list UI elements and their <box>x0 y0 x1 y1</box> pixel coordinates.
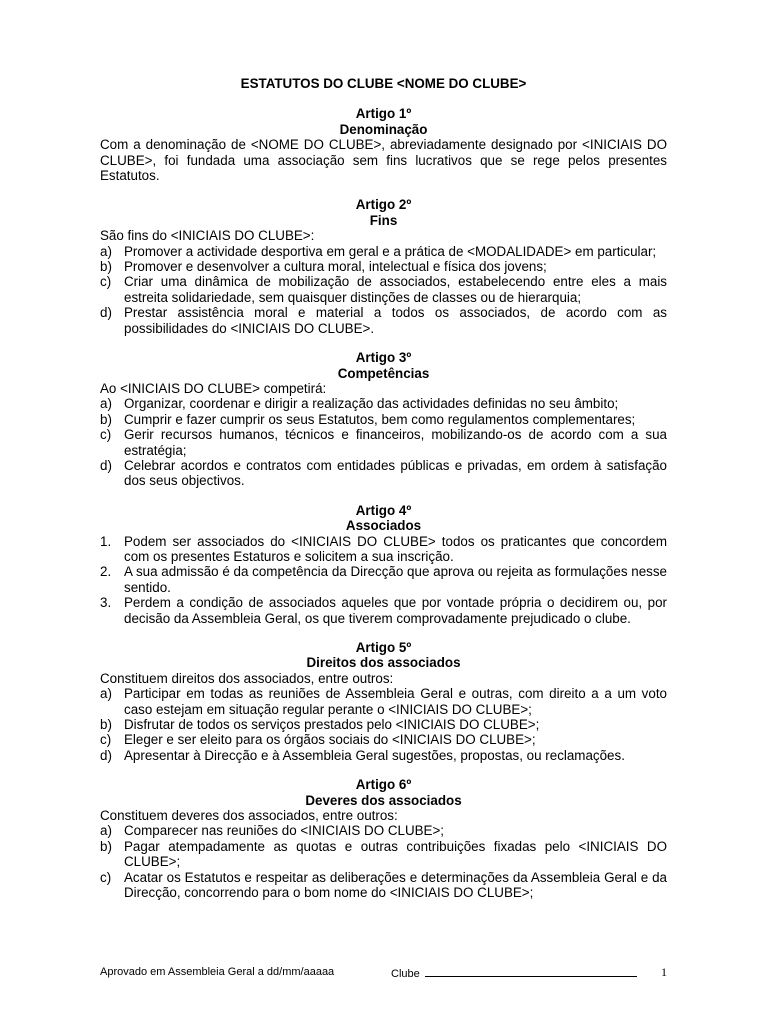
list-item-marker: c) <box>100 274 112 290</box>
article-section <box>100 503 667 626</box>
article-section <box>100 777 667 900</box>
article-number: Artigo 5º <box>355 640 412 655</box>
list-item <box>100 412 667 427</box>
list-item-text: Eleger e ser eleito para os órgãos sociais do <INICIAIS DO CLUBE>; <box>124 732 536 748</box>
list-item <box>100 274 667 305</box>
list-item-marker: b) <box>100 717 112 733</box>
list-item-text: Promover a actividade desportiva em geral e a prática de <MODALIDADE> em particular; <box>124 243 657 259</box>
club-signature <box>391 966 637 981</box>
list-item-marker: 3. <box>100 595 112 611</box>
article-section <box>100 640 667 763</box>
list-item-text: Pagar atempadamente as quotas e outras contribuições fixadas pelo <INICIAIS DO CLUBE>; <box>124 838 667 870</box>
article-heading: Competências <box>337 365 430 381</box>
article-heading: Direitos dos associados <box>306 655 461 671</box>
article-list <box>100 244 667 336</box>
list-item <box>100 595 667 626</box>
list-item <box>100 458 667 489</box>
list-item-text: Disfrutar de todos os serviços prestados pelo <INICIAIS DO CLUBE>; <box>124 717 540 733</box>
list-item-marker: b) <box>100 411 112 427</box>
list-item-marker: d) <box>100 457 112 473</box>
article-intro: Ao <INICIAIS DO CLUBE> competirá: <box>100 380 327 396</box>
list-item-marker: b) <box>100 259 112 275</box>
list-item <box>100 564 667 595</box>
club-signature-line <box>425 966 637 977</box>
list-item <box>100 717 667 732</box>
list-item <box>100 839 667 870</box>
list-item-marker: a) <box>100 823 112 839</box>
list-item-marker: b) <box>100 838 112 854</box>
list-item <box>100 244 667 259</box>
document-title: ESTATUTOS DO CLUBE <NOME DO CLUBE> <box>240 76 527 91</box>
list-item-text: Gerir recursos humanos, técnicos e financeiros, mobilizando-os de acordo com a sua estratégia; <box>124 427 667 458</box>
article-heading: Denominação <box>339 121 428 137</box>
article-intro: São fins do <INICIAIS DO CLUBE>: <box>100 228 315 244</box>
list-item-text: Perdem a condição de associados aqueles que por vontade própria o decidirem ou, por decisão da Assembleia Geral, os que tiverem comprovadamente prejudicado o clube. <box>124 595 667 626</box>
list-item-text: Cumprir e fazer cumprir os seus Estatutos, bem como regulamentos complementares; <box>124 411 636 427</box>
list-item <box>100 259 667 274</box>
document-body <box>100 76 667 915</box>
article-heading: Associados <box>345 518 422 534</box>
article-number: Artigo 2º <box>355 197 412 213</box>
article-list <box>100 686 667 763</box>
list-item-text: Acatar os Estatutos e respeitar as deliberações e determinações da Assembleia Geral e da Direcção, concorrendo para o bom nome do <INICIAIS DO CLUBE>; <box>124 869 667 901</box>
article-number: Artigo 1º <box>355 106 412 122</box>
approval-note: Aprovado em Assembleia Geral a dd/mm/aaaaa <box>100 966 335 978</box>
list-item-marker: c) <box>100 427 112 443</box>
list-item-text: Prestar assistência moral e material a todos os associados, de acordo com as possibilidades do <INICIAIS DO CLUBE>. <box>124 305 667 336</box>
list-item <box>100 427 667 458</box>
list-item-text: Criar uma dinâmica de mobilização de associados, estabelecendo entre eles a mais estreita solidariedade, sem quaisquer distinções de classes ou de hierarquia; <box>124 274 667 305</box>
list-item-marker: 1. <box>100 533 112 549</box>
list-item-text: Apresentar à Direcção e à Assembleia Geral sugestões, propostas, ou reclamações. <box>124 747 625 763</box>
list-item-marker: c) <box>100 732 112 748</box>
list-item-marker: d) <box>100 747 112 763</box>
club-label: Clube <box>391 968 420 980</box>
list-item <box>100 396 667 411</box>
article-list <box>100 396 667 488</box>
article-list <box>100 823 667 900</box>
list-item-text: Comparecer nas reuniões do <INICIAIS DO CLUBE>; <box>124 823 445 839</box>
article-number: Artigo 3º <box>355 350 412 366</box>
list-item-marker: a) <box>100 396 112 412</box>
article-intro: Constituem direitos dos associados, entre outros: <box>100 670 394 686</box>
list-item-marker: a) <box>100 686 112 702</box>
article-number: Artigo 6º <box>355 777 412 793</box>
list-item <box>100 748 667 763</box>
list-item-marker: 2. <box>100 564 112 580</box>
article-heading: Fins <box>369 212 398 228</box>
article-number: Artigo 4º <box>355 502 412 518</box>
list-item-text: Podem ser associados do <INICIAIS DO CLUBE> todos os praticantes que concordem com os presentes Estaturos e solicitem a sua inscrição. <box>124 533 667 564</box>
list-item <box>100 870 667 901</box>
list-item-marker: d) <box>100 305 112 321</box>
list-item-text: Celebrar acordos e contratos com entidades públicas e privadas, em ordem à satisfação dos seus objectivos. <box>124 457 667 489</box>
articles-container <box>100 106 667 900</box>
list-item-marker: c) <box>100 869 112 885</box>
article-section <box>100 197 667 336</box>
list-item <box>100 534 667 565</box>
list-item-text: A sua admissão é da competência da Direcção que aprova ou rejeita as formulações nesse sentido. <box>124 564 667 595</box>
list-item-text: Participar em todas as reuniões de Assembleia Geral e outras, com direito a a um voto caso estejam em situação regular perante o <INICIAIS DO CLUBE>; <box>124 686 667 717</box>
article-intro: Constituem deveres dos associados, entre outros: <box>100 808 398 824</box>
list-item-marker: a) <box>100 243 112 259</box>
article-section <box>100 106 667 183</box>
article-list <box>100 534 667 626</box>
article-heading: Deveres dos associados <box>305 792 462 808</box>
article-intro: Com a denominação de <NOME DO CLUBE>, abreviadamente designado por <INICIAIS DO CLUBE>, foi fundada uma associação sem fins lucrativos que se rege pelos presentes Estatutos. <box>100 137 667 184</box>
list-item <box>100 823 667 838</box>
list-item <box>100 732 667 747</box>
list-item-text: Promover e desenvolver a cultura moral, intelectual e física dos jovens; <box>124 259 547 275</box>
list-item <box>100 686 667 717</box>
list-item <box>100 305 667 336</box>
list-item-text: Organizar, coordenar e dirigir a realização das actividades definidas no seu âmbito; <box>124 396 619 412</box>
page-number: 1 <box>661 965 667 979</box>
article-section <box>100 350 667 489</box>
